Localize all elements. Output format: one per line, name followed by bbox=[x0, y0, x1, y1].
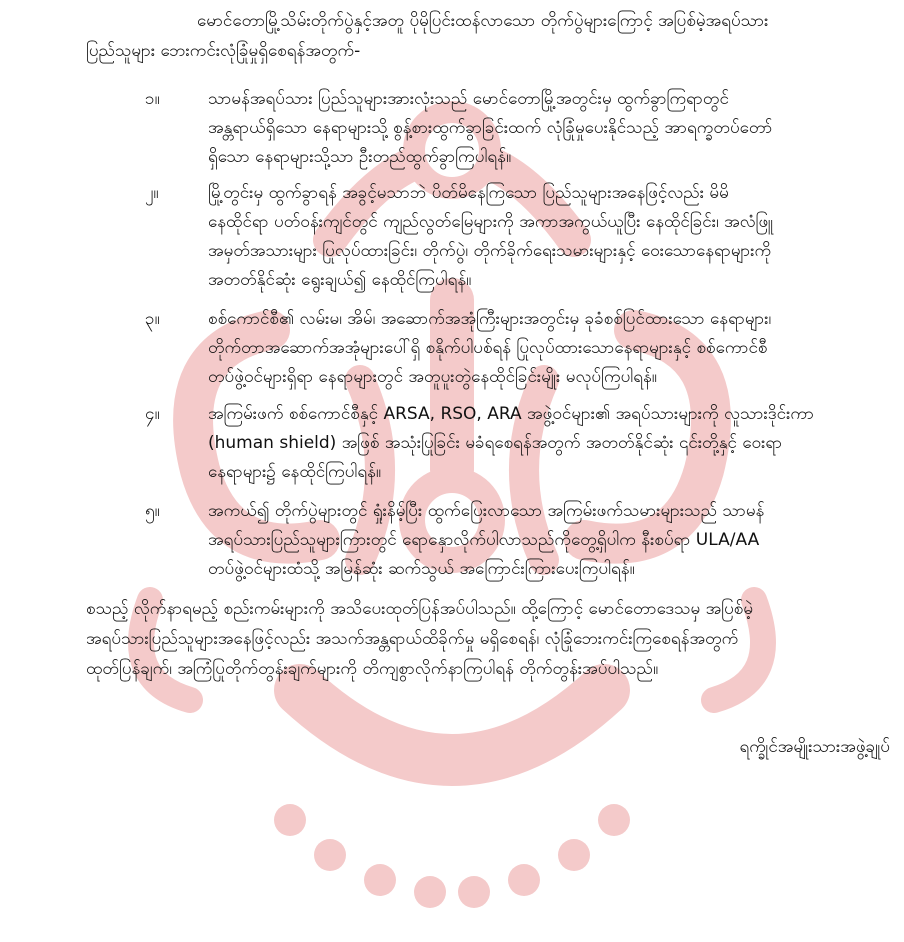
item-number: ၄။ bbox=[145, 404, 160, 424]
closing-line: အရပ်သားပြည်သူများအနေဖြင့်လည်း အသက်အန္တရာယ်ထိခိုက်မှု မရှိစေရန်၊ လုံခြုံဘေးကင်းကြစေရန်အတွက် bbox=[86, 629, 739, 649]
item-line: အန္တရာယ်ရှိသော နေရာများသို့ စွန့်စားထွက်ခွာခြင်းထက် လုံခြုံမှုပေးနိုင်သည့် အာရက္ခတပ်တော် bbox=[208, 118, 773, 138]
item-line: နေထိုင်ရာ ပတ်ဝန်းကျင်တွင် ကျည်လွတ်မြေများကို အကာအကွယ်ယူပြီး နေထိုင်ခြင်း၊ အလံဖြူ bbox=[208, 212, 774, 232]
item-line: (human shield) အဖြစ် အသုံးပြုခြင်း မခံရစေရန်အတွက် အတတ်နိုင်ဆုံး ၎င်းတို့နှင့် ဝေးရာ bbox=[208, 433, 783, 453]
item-line: စစ်ကောင်စီ၏ လမ်းမ၊ အိမ်၊ အဆောက်အအုံကြီးများအတွင်းမှ ခုခံစစ်ပြင်ထားသော နေရာများ၊ bbox=[208, 309, 772, 329]
item-line: သာမန်အရပ်သား ပြည်သူများအားလုံးသည် မောင်တောမြို့အတွင်းမှ ထွက်ခွာကြရာတွင် bbox=[208, 89, 729, 109]
intro-line: မောင်တောမြို့သိမ်းတိုက်ပွဲနှင့်အတူ ပိုမိုပြင်းထန်လာသော တိုက်ပွဲများကြောင့် အပြစ်မဲ့အရပ်သား bbox=[197, 11, 769, 31]
item-line: မြို့တွင်းမှ ထွက်ခွာရန် အခွင့်မသာဘဲ ပိတ်မိနေကြသော ပြည်သူများအနေဖြင့်လည်း မိမိ bbox=[208, 183, 729, 203]
signature: ရက္ခိုင်အမျိုးသားအဖွဲ့ချုပ် bbox=[739, 737, 890, 757]
item-line: အတတ်နိုင်ဆုံး ရွေးချယ်၍ နေထိုင်ကြပါရန်။ bbox=[208, 270, 472, 290]
item-line: တပ်ဖွဲ့ဝင်များရှိရာ နေရာများတွင် အတူပူးတွဲနေထိုင်ခြင်းမျိုး မလုပ်ကြပါရန်။ bbox=[208, 367, 657, 387]
item-line: အကြမ်းဖက် စစ်ကောင်စီနှင့် ARSA, RSO, ARA အဖွဲ့ဝင်များ၏ အရပ်သားများကို လူသားဒိုင်းကာ bbox=[208, 404, 815, 424]
item-number: ၅။ bbox=[145, 501, 160, 521]
item-line: အရပ်သားပြည်သူများကြားတွင် ရောနှောလိုက်ပါလာသည်ကိုတွေ့ရှိပါက နီးစပ်ရာ ULA/AA bbox=[208, 530, 760, 550]
closing-line: စသည့် လိုက်နာရမည့် စည်းကမ်းများကို အသိပေးထုတ်ပြန်အပ်ပါသည်။ ထို့ကြောင့် မောင်တောဒေသမှ အပြစ်မဲ့ bbox=[86, 599, 754, 619]
item-line: တိုက်တာအဆောက်အအုံများပေါ်ရှိ စနိုက်ပါပစ်ရန် ပြုလုပ်ထားသောနေရာများနှင့် စစ်ကောင်စီ bbox=[208, 338, 768, 358]
item-line: ရှိသော နေရာများသို့သာ ဦးတည်ထွက်ခွာကြပါရန်။ bbox=[208, 147, 512, 167]
item-line: တပ်ဖွဲ့ဝင်များထံသို့ အမြန်ဆုံး ဆက်သွယ် အကြောင်းကြားပေးကြပါရန်။ bbox=[208, 559, 635, 579]
item-number: ၁။ bbox=[145, 89, 160, 109]
item-number: ၂။ bbox=[145, 183, 159, 203]
item-line: အမှတ်အသားများ ပြုလုပ်ထားခြင်း၊ တိုက်ပွဲ၊ တိုက်ခိုက်ရေးသမားများနှင့် ဝေးသောနေရာများကို bbox=[208, 241, 772, 261]
intro-line: ပြည်သူများ ဘေးကင်းလုံခြုံမှုရှိစေရန်အတွက်- bbox=[86, 41, 361, 61]
item-line: နေရာများ၌ နေထိုင်ကြပါရန်။ bbox=[208, 462, 382, 482]
closing-line: ထုတ်ပြန်ချက်၊ အကြံပြုတိုက်တွန်းချက်များကို တိကျစွာလိုက်နာကြပါရန် တိုက်တွန်းအပ်ပါသည်။ bbox=[86, 659, 659, 679]
item-number: ၃။ bbox=[145, 309, 160, 329]
item-line: အကယ်၍ တိုက်ပွဲများတွင် ရှုံးနိမ့်ပြီး ထွက်ပြေးလာသော အကြမ်းဖက်သမားများသည် သာမန် bbox=[208, 501, 765, 521]
